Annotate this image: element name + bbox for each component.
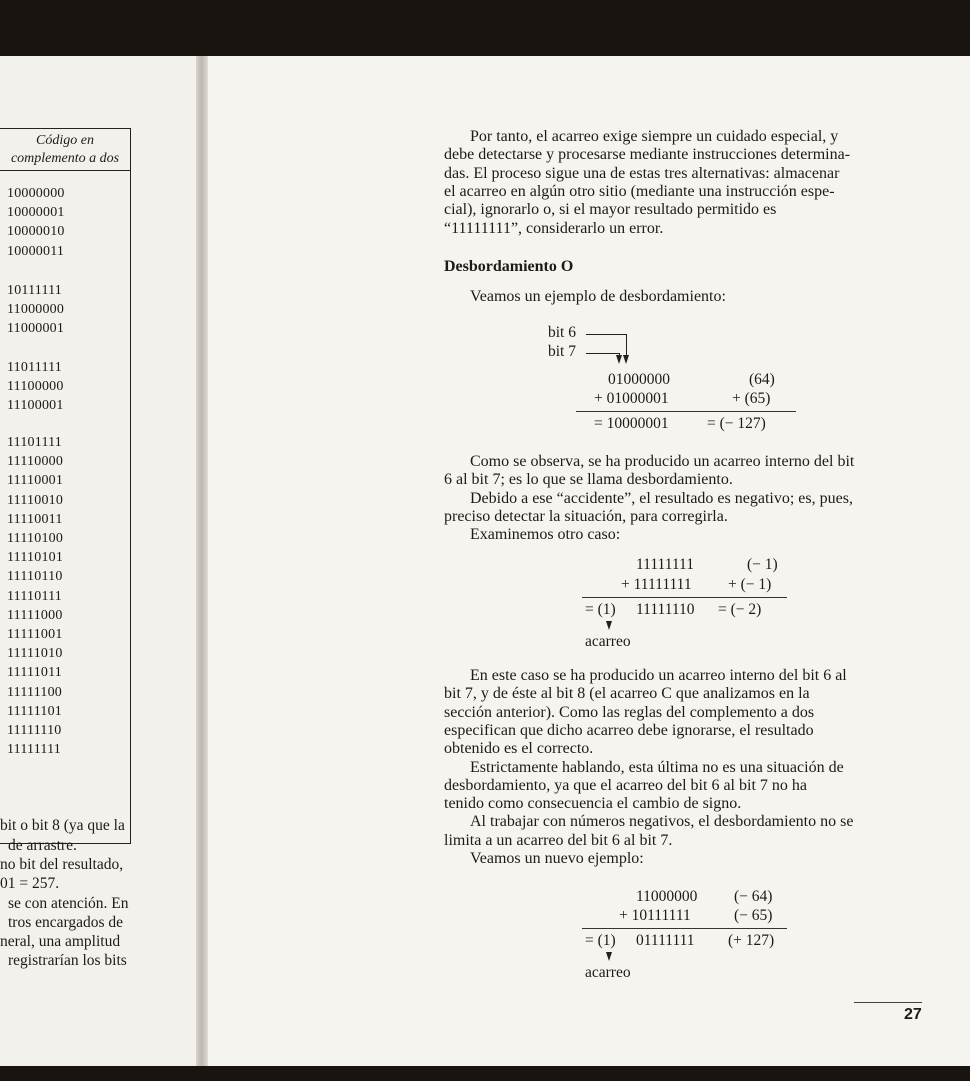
code-value: 11100000 — [7, 379, 64, 395]
left-text-line: registrarían los bits — [8, 952, 127, 969]
code-value: 10000011 — [7, 243, 65, 259]
bit6-label: bit 6 — [548, 324, 576, 341]
bit7-label: bit 7 — [548, 343, 576, 360]
section-heading: Desbordamiento O — [444, 258, 574, 275]
ex1-row2-value: + (65) — [732, 390, 771, 407]
code-value: 11110111 — [7, 588, 63, 604]
code-value: 11111001 — [7, 627, 63, 642]
text-line: das. El proceso sigue una de estas tres alternativas: almacenar — [444, 164, 840, 182]
text-line: 6 al bit 7; es lo que se llama desbordamiento. — [444, 471, 733, 489]
left-text-line: se con atención. En — [8, 895, 129, 912]
page-number-rule — [854, 1002, 922, 1003]
ex3-result-prefix: = (1) — [585, 932, 616, 949]
ex2-carry-label: acarreo — [585, 633, 631, 650]
text-line: En este caso se ha producido un acarreo interno del bit 6 al — [470, 667, 847, 684]
text-line: Como se observa, se ha producido un acarreo interno del bit — [470, 453, 855, 470]
code-value: 11110101 — [7, 550, 64, 566]
left-text-line: de arrastre. — [8, 837, 77, 854]
code-value: 11111110 — [7, 723, 62, 738]
left-text-line: neral, una amplitud — [0, 933, 121, 950]
code-value: 11111111 — [7, 742, 61, 758]
left-text-line: bit o bit 8 (ya que la — [0, 817, 125, 834]
text-line: “11111111”, considerarlo un error. — [444, 219, 664, 237]
ex2-row2-value: + (− 1) — [728, 576, 772, 593]
code-value: 11100001 — [7, 398, 64, 414]
table-header-line: Código en — [36, 133, 94, 148]
text-line: debe detectarse y procesarse mediante instrucciones determina- — [444, 146, 851, 164]
text-line: Al trabajar con números negativos, el desbordamiento no se — [470, 813, 854, 831]
arrow-down-icon — [623, 355, 629, 364]
ex2-result-value: = (− 2) — [718, 601, 762, 618]
text-line: obtenido es el correcto. — [444, 740, 594, 758]
ex1-row1-value: (64) — [749, 371, 775, 388]
arrow-down-icon — [616, 355, 622, 364]
text-line: cial), ignorarlo o, si el mayor resultado permitido es — [444, 201, 777, 219]
code-value: 11110110 — [7, 569, 63, 585]
ex1-row2: + 01000001 — [594, 390, 669, 407]
text-line: preciso detectar la situación, para corregirla. — [444, 507, 728, 525]
sum-rule — [582, 597, 787, 598]
sum-rule — [582, 928, 787, 929]
text-line: Debido a ese “accidente”, el resultado es negativo; es, pues, — [470, 489, 853, 507]
code-value: 11000001 — [7, 321, 65, 337]
code-value: 11000000 — [7, 302, 65, 318]
code-value: 11111100 — [7, 684, 63, 700]
ex3-result: 01111111 — [636, 932, 695, 949]
ex3-row2-value: (− 65) — [734, 907, 773, 924]
code-value: 11110100 — [7, 531, 64, 546]
code-value: 10000000 — [7, 186, 65, 201]
text-line: el acarreo en algún otro sitio (mediante una instrucción espe- — [444, 182, 835, 200]
code-value: 11111000 — [7, 607, 63, 623]
table-header — [0, 129, 130, 171]
text-line: limita a un acarreo del bit 6 al bit 7. — [444, 831, 673, 849]
bit6-connector — [586, 334, 626, 335]
ex1-result: = 10000001 — [594, 415, 669, 432]
code-value: 11110010 — [7, 492, 64, 508]
text-line: desbordamiento, ya que el acarreo del bit 6 al bit 7 no ha — [444, 776, 807, 794]
code-value: 11101111 — [7, 435, 63, 450]
text-line: sección anterior). Como las reglas del complemento a dos — [444, 703, 815, 721]
code-value: 11111011 — [7, 665, 63, 681]
ex1-row1: 01000000 — [608, 371, 670, 388]
table-header-line: complemento a dos — [10, 151, 120, 166]
bit7-connector — [586, 353, 619, 354]
ex3-row2: + 10111111 — [619, 907, 691, 924]
arrow-down-icon — [606, 952, 612, 961]
ex2-result: 11111110 — [636, 601, 695, 618]
intro-line: Veamos un ejemplo de desbordamiento: — [470, 288, 726, 305]
left-text-line: tros encargados de — [8, 914, 124, 931]
text-line: especifican que dicho acarreo debe ignorarse, el resultado — [444, 721, 814, 739]
code-value: 10111111 — [7, 283, 63, 298]
code-value: 11110001 — [7, 473, 64, 489]
code-value: 10000001 — [7, 205, 65, 221]
text-line: bit 7, y de éste al bit 8 (el acarreo C que analizamos en la — [444, 685, 810, 703]
ex2-row1-value: (− 1) — [747, 556, 778, 573]
text-line: Examinemos otro caso: — [470, 526, 621, 544]
code-value: 11111101 — [7, 703, 63, 719]
ex2-result-prefix: = (1) — [585, 601, 616, 618]
text-line: Estrictamente hablando, esta última no es una situación de — [470, 758, 844, 776]
arrow-down-icon — [606, 621, 612, 630]
code-value: 11011111 — [7, 360, 63, 375]
text-line: Por tanto, el acarreo exige siempre un cuidado especial, y — [470, 128, 839, 145]
ex3-result-value: (+ 127) — [728, 932, 775, 949]
left-text-line: no bit del resultado, — [0, 856, 124, 873]
ex1-result-value: = (− 127) — [707, 415, 766, 432]
code-value: 11110000 — [7, 454, 64, 470]
ex2-row2: + 11111111 — [621, 576, 692, 593]
ex3-row1: 11000000 — [636, 888, 698, 905]
text-line: Veamos un nuevo ejemplo: — [470, 850, 644, 867]
left-text-line: 01 = 257. — [0, 875, 60, 892]
left-page — [0, 56, 200, 1066]
ex3-row1-value: (− 64) — [734, 888, 773, 905]
ex3-carry-label: acarreo — [585, 964, 631, 981]
text-line: tenido como consecuencia el cambio de signo. — [444, 795, 742, 813]
ex2-row1: 11111111 — [636, 556, 694, 573]
bit6-connector-down — [626, 334, 627, 356]
right-page — [208, 56, 970, 1066]
code-value: 10000010 — [7, 224, 65, 240]
page-number: 27 — [904, 1006, 922, 1023]
code-value: 11111010 — [7, 646, 63, 662]
sum-rule — [576, 411, 796, 412]
code-value: 11110011 — [7, 511, 63, 527]
